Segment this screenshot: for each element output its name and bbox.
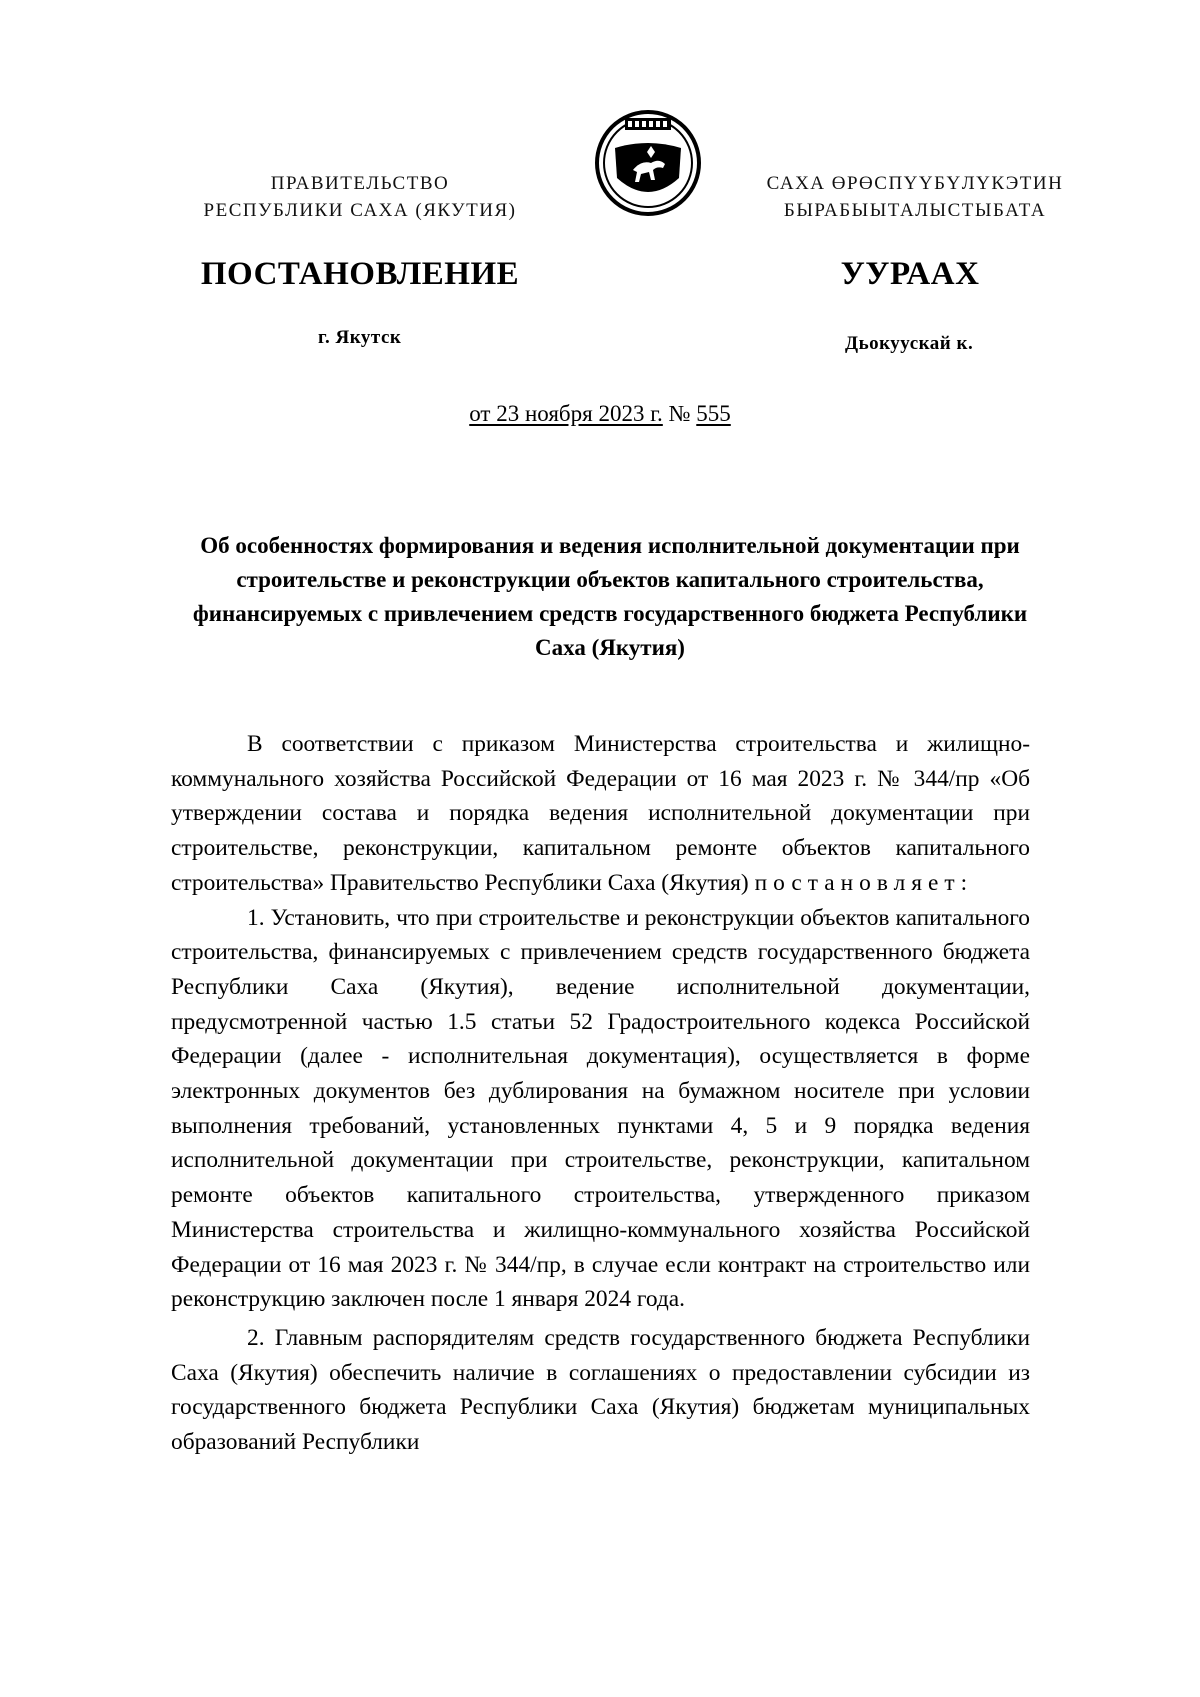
issuer-line-2: РЕСПУБЛИКИ САХА (ЯКУТИЯ) — [203, 200, 517, 221]
document-title: Об особенностях формирования и ведения исполнительной документации при строительстве и реконструкции объектов капитального строительства, финансируемых с привлечением средств государственного бюджета Республики Саха (Якутия) — [192, 533, 1028, 660]
city-yakut: Дьокуускай к. — [845, 333, 974, 354]
issuer-name-yakut — [735, 170, 1095, 224]
issuer-name-russian — [175, 170, 545, 224]
document-number: 555 — [696, 401, 731, 426]
document-body — [171, 727, 1030, 1460]
document-date: от 23 ноября 2023 г. — [469, 401, 663, 426]
resolves-word: постановляет: — [754, 869, 974, 896]
yakutia-coat-of-arms-icon — [593, 108, 703, 218]
issuer-line-1: ПРАВИТЕЛЬСТВО — [270, 173, 450, 194]
issuer-line-1-yakut: САХА ӨРӨСПҮҮБҮЛҮКЭТИН — [766, 173, 1064, 194]
document-type-russian: ПОСТАНОВЛЕНИЕ — [200, 256, 520, 292]
number-sign: № — [668, 401, 691, 426]
preamble-paragraph — [171, 727, 1030, 901]
document-type-yakut: УУРААХ — [840, 256, 980, 292]
clause-1-paragraph: 1. Установить, что при строительстве и реконструкции объектов капитального строительства, финансируемых с привлечением средств государственного бюджета Республики Саха (Якутия), ведение исполнительной документации, предусмотренной частью 1.5 статьи 52 Градостроительного кодекса Российской Федерации (далее - исполнительная документация), осуществляется в форме электронных документов без дублирования на бумажном носителе при условии выполнения требований, установленных пунктами 4, 5 и 9 порядка ведения исполнительной документации при строительстве, реконструкции, капитальном ремонте объектов капитального строительства, утвержденного приказом Министерства строительства и жилищно-коммунального хозяйства Российской Федерации от 16 мая 2023 г. № 344/пр, в случае если контракт на строительство или реконструкцию заключен после 1 января 2024 года. — [171, 904, 1030, 1313]
issuer-line-2-yakut: БЫРАБЫЫТАЛЫСТЫБАТА — [783, 200, 1047, 221]
city-russian: г. Якутск — [318, 327, 402, 348]
preamble-text: В соответствии с приказом Министерства строительства и жилищно-коммунального хозяйства Российской Федерации от 16 мая 2023 г. № 344/пр «Об утверждении состава и порядка ведения исполнительной документации при строительстве, реконструкции, капитальном ремонте объектов капитального строительства» Правительство Республики Саха (Якутия) — [171, 731, 1030, 896]
document-date-number — [0, 401, 1200, 427]
clause-2-paragraph: 2. Главным распорядителям средств государственного бюджета Республики Саха (Якутия) обеспечить наличие в соглашениях о предоставлении субсидии из государственного бюджета Республики Саха (Якутия) бюджетам муниципальных образований Республики — [171, 1324, 1030, 1456]
